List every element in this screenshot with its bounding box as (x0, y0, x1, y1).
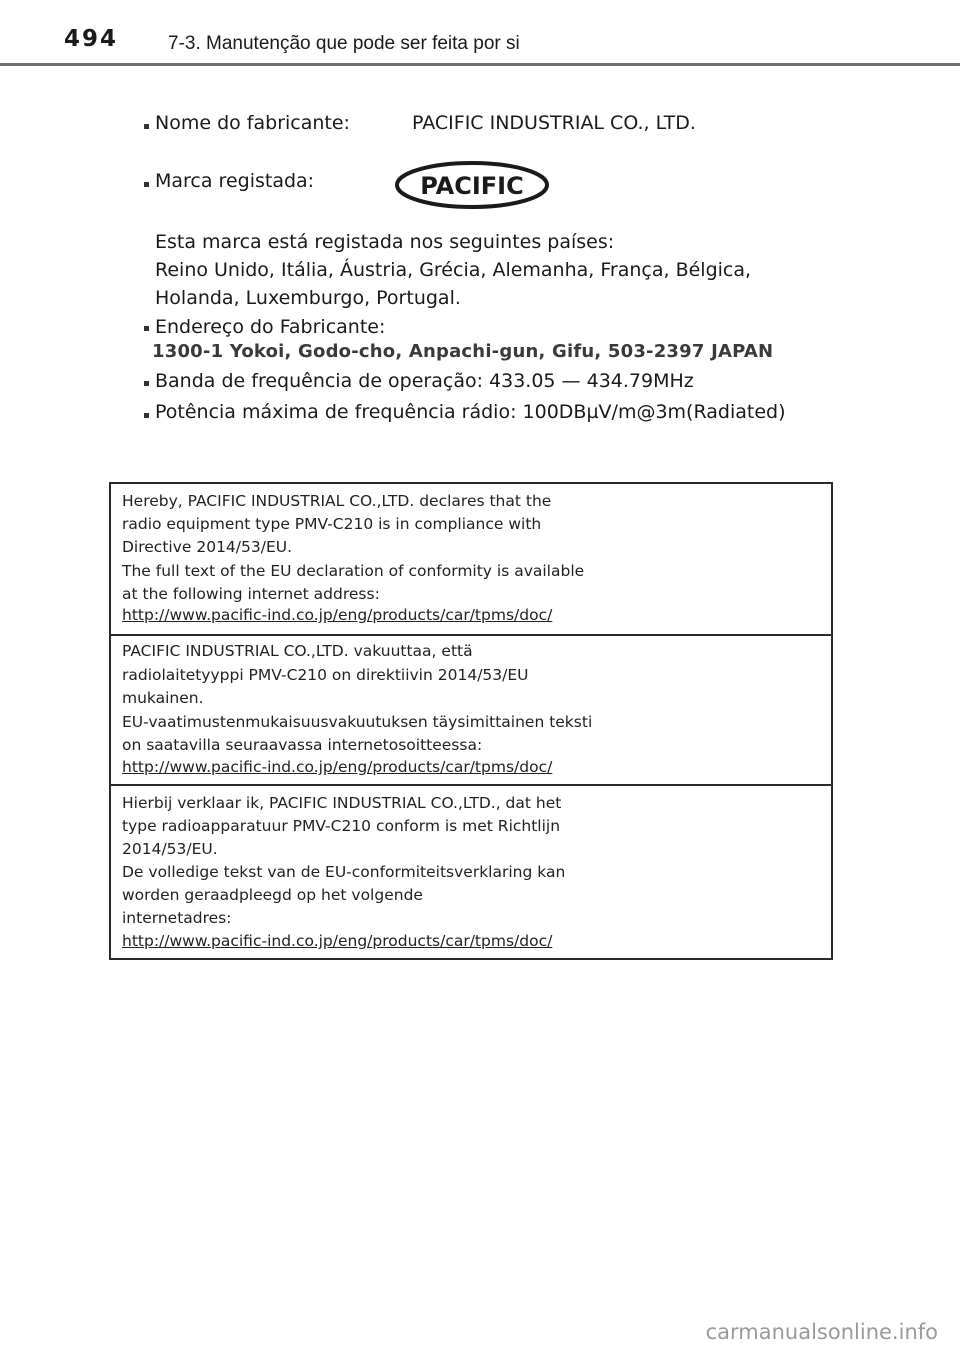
declaration-line: Directive 2014/53/EU. (122, 538, 293, 556)
declaration-line: De volledige tekst van de EU-conformiteitsverklaring kan (122, 863, 566, 881)
declaration-line: PACIFIC INDUSTRIAL CO.,LTD. vakuuttaa, että (122, 642, 473, 660)
declaration-line: radiolaitetyyppi PMV-C210 on direktiivin 2014/53/EU (122, 666, 529, 684)
logo-text: PACIFIC (420, 172, 524, 200)
address-label: Endereço do Fabricante: (155, 316, 386, 338)
bullet-icon (144, 381, 149, 386)
declaration-line: radio equipment type PMV-C210 is in compliance with (122, 515, 542, 533)
pacific-logo (394, 160, 550, 210)
page-header (0, 0, 960, 64)
header-rule (0, 63, 960, 66)
declaration-line: EU-vaatimustenmukaisuusvakuutuksen täysimittainen teksti (122, 713, 593, 731)
declaration-line: The full text of the EU declaration of conformity is available (122, 562, 585, 580)
bullet-icon (144, 413, 149, 418)
frequency-band: Banda de frequência de operação: 433.05 — 434.79MHz (155, 370, 694, 392)
page-number: 494 (64, 26, 119, 52)
declaration-line: Hierbij verklaar ik, PACIFIC INDUSTRIAL CO.,LTD., dat het (122, 794, 562, 812)
declaration-line: on saatavilla seuraavassa internetosoitteessa: (122, 736, 483, 754)
bullet-icon (144, 182, 149, 187)
declaration-english (111, 484, 831, 634)
declaration-box (109, 482, 833, 960)
manufacturer-label: Nome do fabricante: (155, 112, 350, 134)
declaration-line: worden geraadpleegd op het volgende (122, 886, 423, 904)
declaration-line: 2014/53/EU. (122, 840, 218, 858)
registered-line-3: Holanda, Luxemburgo, Portugal. (155, 287, 461, 309)
watermark: carmanualsonline.info (705, 1320, 938, 1344)
declaration-line: internetadres: (122, 909, 232, 927)
declaration-line: Hereby, PACIFIC INDUSTRIAL CO.,LTD. declares that the (122, 492, 552, 510)
declaration-finnish (111, 636, 831, 784)
declaration-link[interactable]: http://www.pacific-ind.co.jp/eng/products/car/tpms/doc/ (122, 932, 553, 950)
registered-line-1: Esta marca está registada nos seguintes países: (155, 231, 615, 253)
declaration-link[interactable]: http://www.pacific-ind.co.jp/eng/products/car/tpms/doc/ (122, 758, 553, 776)
declaration-link[interactable]: http://www.pacific-ind.co.jp/eng/products/car/tpms/doc/ (122, 606, 553, 624)
address-value: 1300-1 Yokoi, Godo-cho, Anpachi-gun, Gifu, 503-2397 JAPAN (152, 341, 774, 362)
declaration-line: type radioapparatuur PMV-C210 conform is met Richtlijn (122, 817, 561, 835)
registered-line-2: Reino Unido, Itália, Áustria, Grécia, Alemanha, França, Bélgica, (155, 259, 752, 281)
declaration-dutch (111, 786, 831, 958)
bullet-icon (144, 124, 149, 129)
bullet-icon (144, 326, 149, 331)
max-power: Potência máxima de frequência rádio: 100DBµV/m@3m(Radiated) (155, 401, 786, 423)
section-title: 7-3. Manutenção que pode ser feita por si (168, 33, 520, 54)
manufacturer-value: PACIFIC INDUSTRIAL CO., LTD. (412, 112, 696, 134)
declaration-line: at the following internet address: (122, 585, 380, 603)
trademark-label: Marca registada: (155, 170, 315, 192)
declaration-line: mukainen. (122, 689, 204, 707)
